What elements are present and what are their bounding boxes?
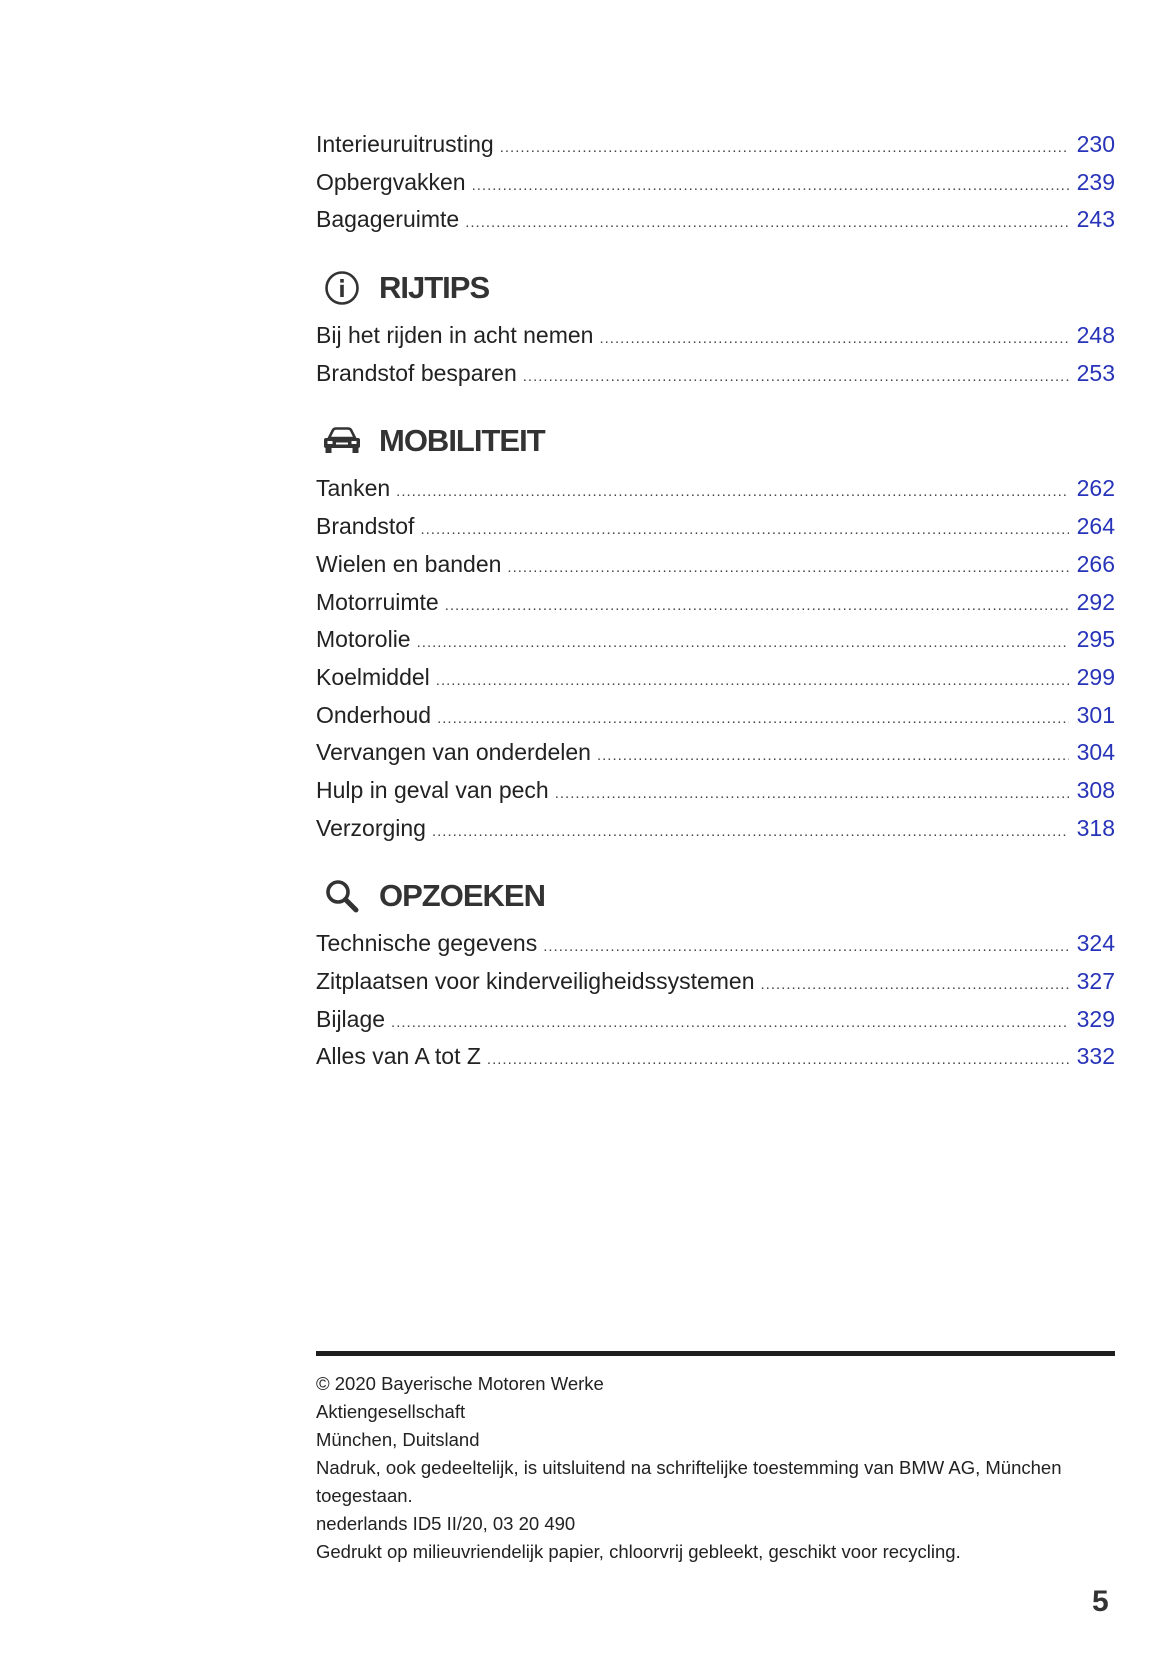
toc-entry-title: Onderhoud — [316, 701, 432, 728]
footer-divider — [316, 1351, 1115, 1356]
toc-entry-bijlage[interactable] — [316, 1001, 1115, 1039]
toc-entry-page[interactable]: 230 — [1076, 131, 1115, 157]
dot-leader — [396, 473, 1068, 511]
toc-entry-koelmiddel[interactable] — [316, 659, 1115, 697]
toc-entry-page[interactable]: 324 — [1076, 930, 1115, 957]
toc-entry-title: Zitplaatsen voor kinderveiligheidssystemen — [316, 968, 755, 994]
table-of-contents — [316, 126, 1115, 1076]
dot-leader — [555, 775, 1069, 813]
toc-entry-title: Motorruimte — [316, 588, 439, 615]
toc-entry-title: Opbergvakken — [316, 168, 466, 195]
imprint-line: Gedrukt op milieuvriendelijk papier, chloorvrij gebleekt, geschikt voor recycling. — [316, 1541, 961, 1562]
toc-entry-page[interactable]: 295 — [1076, 626, 1115, 653]
toc-entry-title: Brandstof besparen — [316, 359, 517, 386]
imprint-footer — [316, 1370, 1115, 1566]
imprint-line: München, Duitsland — [316, 1429, 480, 1450]
section-header-mobiliteit — [316, 414, 1115, 468]
dot-leader — [417, 624, 1069, 662]
toc-entry-verzorging[interactable] — [316, 810, 1115, 848]
toc-entry-vervangen-van-onderdelen[interactable] — [316, 734, 1115, 772]
toc-entry-bagageruimte[interactable] — [316, 201, 1115, 239]
toc-entry-title: Alles van A tot Z — [316, 1043, 481, 1070]
imprint-line: nederlands ID5 II/20, 03 20 490 — [316, 1513, 576, 1534]
dot-leader — [500, 129, 1069, 167]
toc-entry-title: Tanken — [316, 475, 391, 502]
section-header-opzoeken — [316, 869, 1115, 923]
toc-entry-zitplaatsen[interactable] — [316, 963, 1115, 1001]
toc-entry-title: Interieuruitrusting — [316, 131, 494, 157]
toc-entry-alles-van-a-tot-z[interactable] — [316, 1038, 1115, 1076]
toc-entry-page[interactable]: 318 — [1076, 814, 1115, 841]
toc-entry-page[interactable]: 329 — [1076, 1005, 1115, 1032]
toc-entry-page[interactable]: 299 — [1076, 663, 1115, 690]
dot-leader — [523, 358, 1069, 396]
dot-leader — [599, 320, 1068, 358]
toc-entry-interieuruitrusting[interactable] — [316, 126, 1115, 164]
car-icon — [321, 420, 363, 462]
toc-entry-onderhoud[interactable] — [316, 697, 1115, 735]
section-title: RIJTIPS — [379, 270, 490, 306]
toc-entry-page[interactable]: 243 — [1076, 206, 1115, 233]
toc-entry-page[interactable]: 304 — [1076, 739, 1115, 766]
search-icon — [321, 875, 363, 917]
section-title: MOBILITEIT — [379, 423, 545, 459]
page-number: 5 — [1092, 1585, 1109, 1618]
dot-leader — [472, 167, 1069, 205]
toc-entry-page[interactable]: 327 — [1076, 968, 1115, 994]
imprint-line: © 2020 Bayerische Motoren Werke — [316, 1373, 604, 1394]
dot-leader — [543, 928, 1068, 966]
toc-entry-page[interactable]: 253 — [1076, 359, 1115, 386]
toc-entry-opbergvakken[interactable] — [316, 164, 1115, 202]
toc-entry-page[interactable]: 266 — [1076, 550, 1115, 577]
toc-entry-page[interactable]: 264 — [1076, 513, 1115, 540]
toc-entry-title: Hulp in geval van pech — [316, 776, 549, 803]
toc-entry-title: Koelmiddel — [316, 663, 430, 690]
toc-entry-bij-het-rijden[interactable] — [316, 317, 1115, 355]
toc-entry-tanken[interactable] — [316, 470, 1115, 508]
dot-leader — [761, 966, 1069, 1004]
dot-leader — [420, 511, 1068, 549]
dot-leader — [391, 1004, 1069, 1042]
dot-leader — [597, 737, 1069, 775]
toc-entry-title: Bijlage — [316, 1005, 386, 1032]
toc-entry-brandstof-besparen[interactable] — [316, 355, 1115, 393]
toc-entry-title: Motorolie — [316, 626, 411, 653]
toc-entry-page[interactable]: 292 — [1076, 588, 1115, 615]
toc-entry-page[interactable]: 248 — [1076, 322, 1115, 349]
toc-entry-title: Technische gegevens — [316, 930, 538, 957]
imprint-line: Nadruk, ook gedeeltelijk, is uitsluitend na schriftelijke toestemming van BMW AG, München toegestaan. — [316, 1457, 1062, 1506]
toc-entry-page[interactable]: 262 — [1076, 475, 1115, 502]
toc-entry-motorruimte[interactable] — [316, 584, 1115, 622]
section-header-rijtips — [316, 261, 1115, 315]
dot-leader — [436, 662, 1069, 700]
toc-entry-wielen-en-banden[interactable] — [316, 546, 1115, 584]
dot-leader — [487, 1041, 1069, 1079]
toc-entry-page[interactable]: 308 — [1076, 776, 1115, 803]
toc-entry-page[interactable]: 239 — [1076, 168, 1115, 195]
imprint-line: Aktiengesellschaft — [316, 1401, 466, 1422]
toc-entry-technische-gegevens[interactable] — [316, 925, 1115, 963]
toc-entry-hulp-in-geval-van-pech[interactable] — [316, 772, 1115, 810]
toc-entry-title: Verzorging — [316, 814, 426, 841]
toc-entry-title: Brandstof — [316, 513, 415, 540]
toc-entry-title: Wielen en banden — [316, 550, 502, 577]
dot-leader — [432, 813, 1069, 851]
dot-leader — [437, 700, 1069, 738]
info-icon — [321, 267, 363, 309]
dot-leader — [465, 204, 1068, 242]
toc-entry-title: Bij het rijden in acht nemen — [316, 322, 594, 349]
dot-leader — [445, 587, 1069, 625]
toc-entry-brandstof[interactable] — [316, 508, 1115, 546]
toc-entry-motorolie[interactable] — [316, 621, 1115, 659]
dot-leader — [507, 549, 1068, 587]
toc-entry-title: Vervangen van onderdelen — [316, 739, 591, 766]
toc-entry-title: Bagageruimte — [316, 206, 460, 233]
toc-entry-page[interactable]: 301 — [1076, 701, 1115, 728]
section-title: OPZOEKEN — [379, 878, 545, 914]
toc-entry-page[interactable]: 332 — [1076, 1043, 1115, 1070]
